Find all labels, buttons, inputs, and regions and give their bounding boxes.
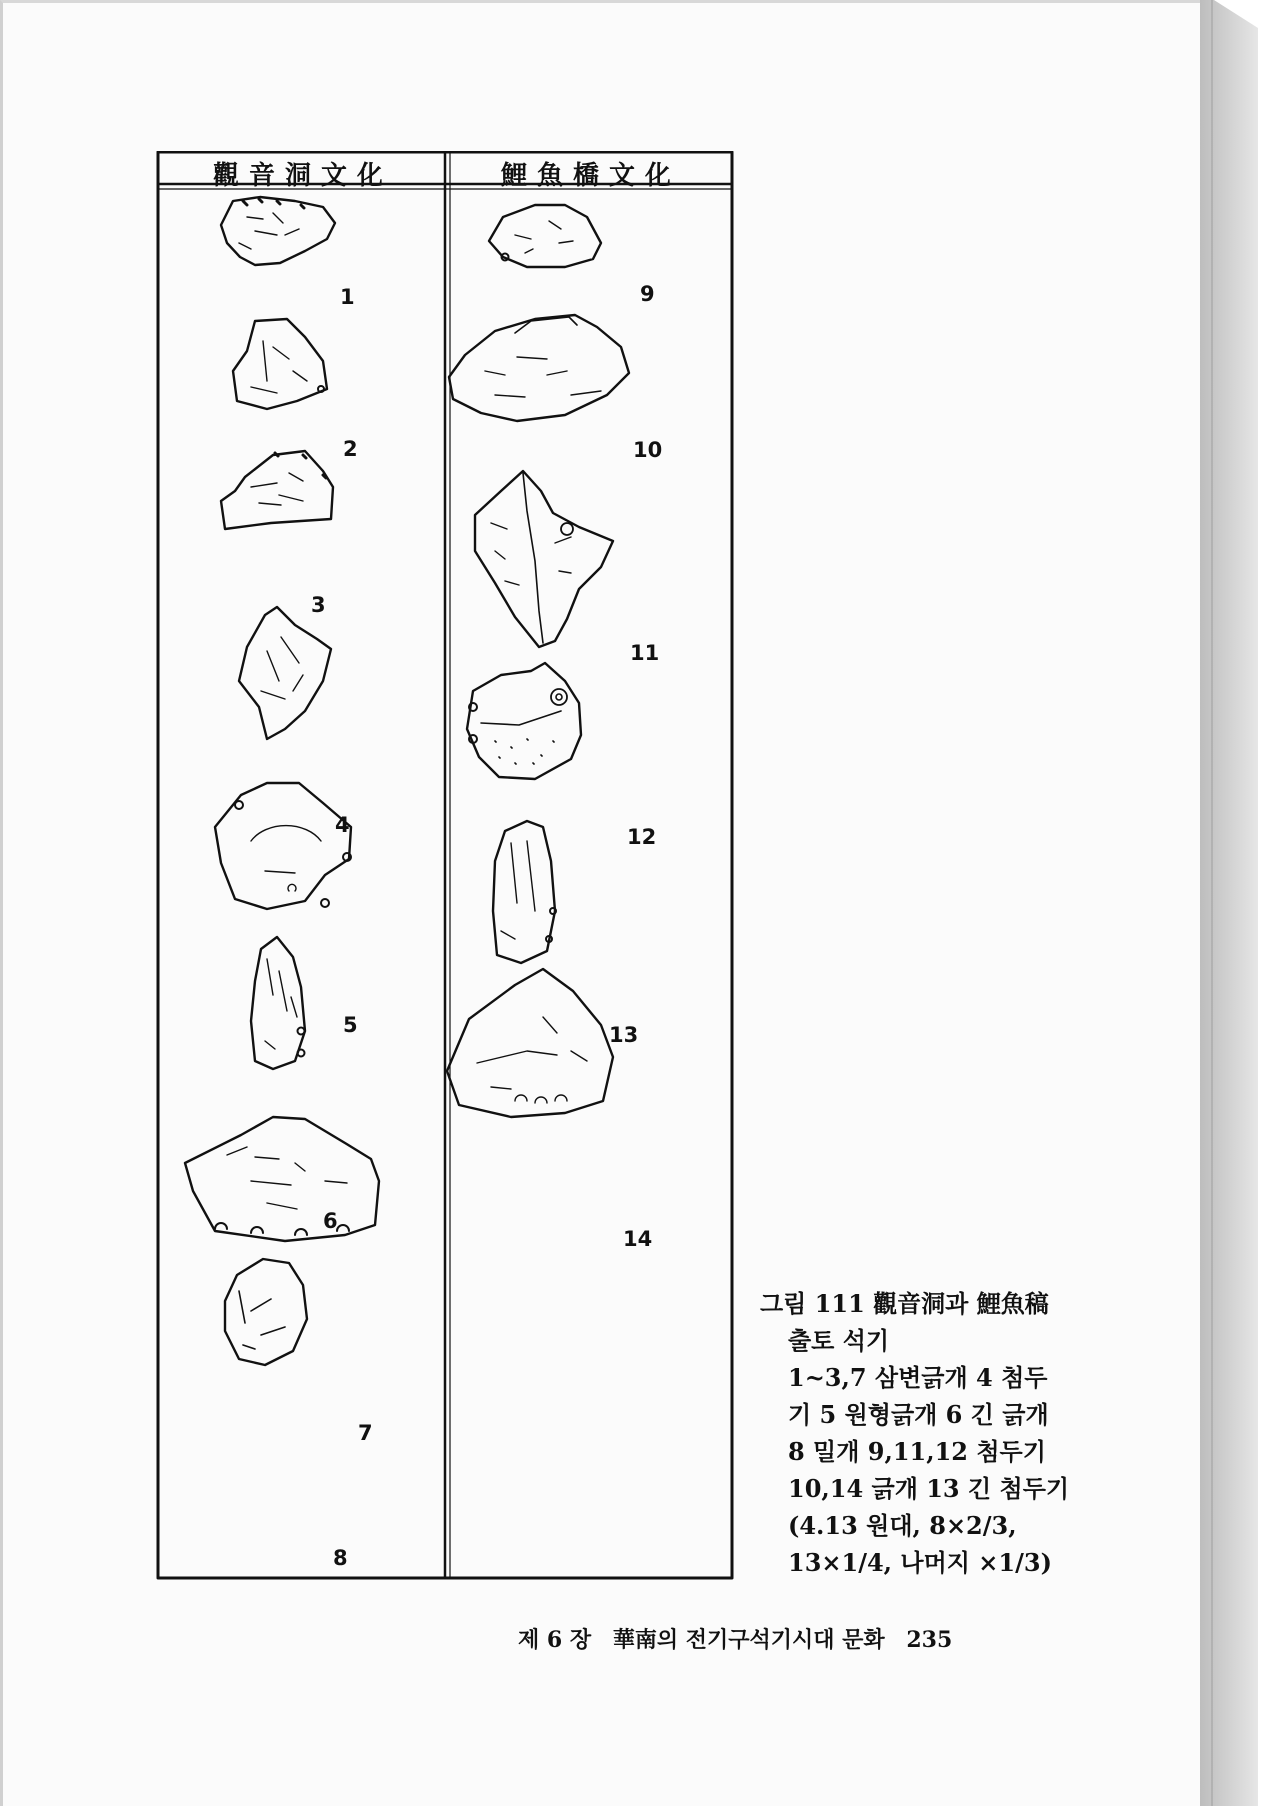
running-footer xyxy=(518,1623,966,1654)
artifact-number-5: 5 xyxy=(343,1013,358,1037)
artifact-13-drawing xyxy=(493,821,556,963)
artifact-number-2: 2 xyxy=(343,437,358,461)
book-edge xyxy=(1200,0,1283,1806)
artifact-2-drawing xyxy=(233,319,327,409)
artifact-7-drawing xyxy=(185,1117,379,1241)
chapter-label: 제 6 장 xyxy=(518,1627,592,1653)
left-column-title: 觀音洞文化 xyxy=(212,161,393,191)
artifact-14-drawing xyxy=(447,969,613,1117)
artifact-1-drawing xyxy=(221,197,335,265)
artifact-number-13: 13 xyxy=(609,1023,639,1047)
caption-line: 1~3,7 삼변긁개 4 첨두 xyxy=(788,1363,1048,1392)
artifact-number-9: 9 xyxy=(640,282,655,306)
artifact-number-3: 3 xyxy=(311,593,326,617)
artifact-9-drawing xyxy=(489,205,601,267)
artifact-number-7: 7 xyxy=(358,1421,373,1445)
caption-title: 그림 111 觀音洞과 鯉魚稿 xyxy=(760,1289,1049,1318)
caption-line: 8 밀개 9,11,12 첨두기 xyxy=(788,1437,1046,1466)
caption-line: 13×1/4, 나머지 ×1/3) xyxy=(788,1548,1052,1577)
artifact-12-drawing xyxy=(467,663,581,779)
figure-caption xyxy=(760,1285,1100,1581)
artifact-number-4: 4 xyxy=(335,813,350,837)
caption-line: 10,14 긁개 13 긴 첨두기 xyxy=(788,1474,1070,1503)
artifact-8-drawing xyxy=(225,1259,307,1365)
artifact-4-drawing xyxy=(239,607,331,739)
artifact-11-drawing xyxy=(475,471,613,647)
artifact-3-drawing xyxy=(221,451,333,529)
figure-drawing xyxy=(155,151,735,1581)
artifact-number-14: 14 xyxy=(623,1227,653,1251)
chapter-title: 華南의 전기구석기시대 문화 xyxy=(612,1627,885,1653)
artifact-number-10: 10 xyxy=(633,438,663,462)
artifact-number-11: 11 xyxy=(630,641,660,665)
artifact-number-1: 1 xyxy=(340,285,355,309)
artifact-6-drawing xyxy=(251,937,305,1069)
artifact-number-6: 6 xyxy=(323,1209,338,1233)
caption-line: 출토 석기 xyxy=(788,1326,890,1355)
artifact-5-drawing xyxy=(215,783,351,909)
artifact-number-8: 8 xyxy=(333,1546,348,1570)
right-column-title: 鯉魚橋文化 xyxy=(500,161,681,191)
caption-line: (4.13 원대, 8×2/3, xyxy=(788,1511,1017,1540)
caption-line: 기 5 원형긁개 6 긴 긁개 xyxy=(788,1400,1049,1429)
artifact-10-drawing xyxy=(449,315,629,421)
page-number: 235 xyxy=(906,1627,953,1653)
stone-tools-figure xyxy=(155,151,735,1581)
artifact-number-12: 12 xyxy=(627,825,657,849)
